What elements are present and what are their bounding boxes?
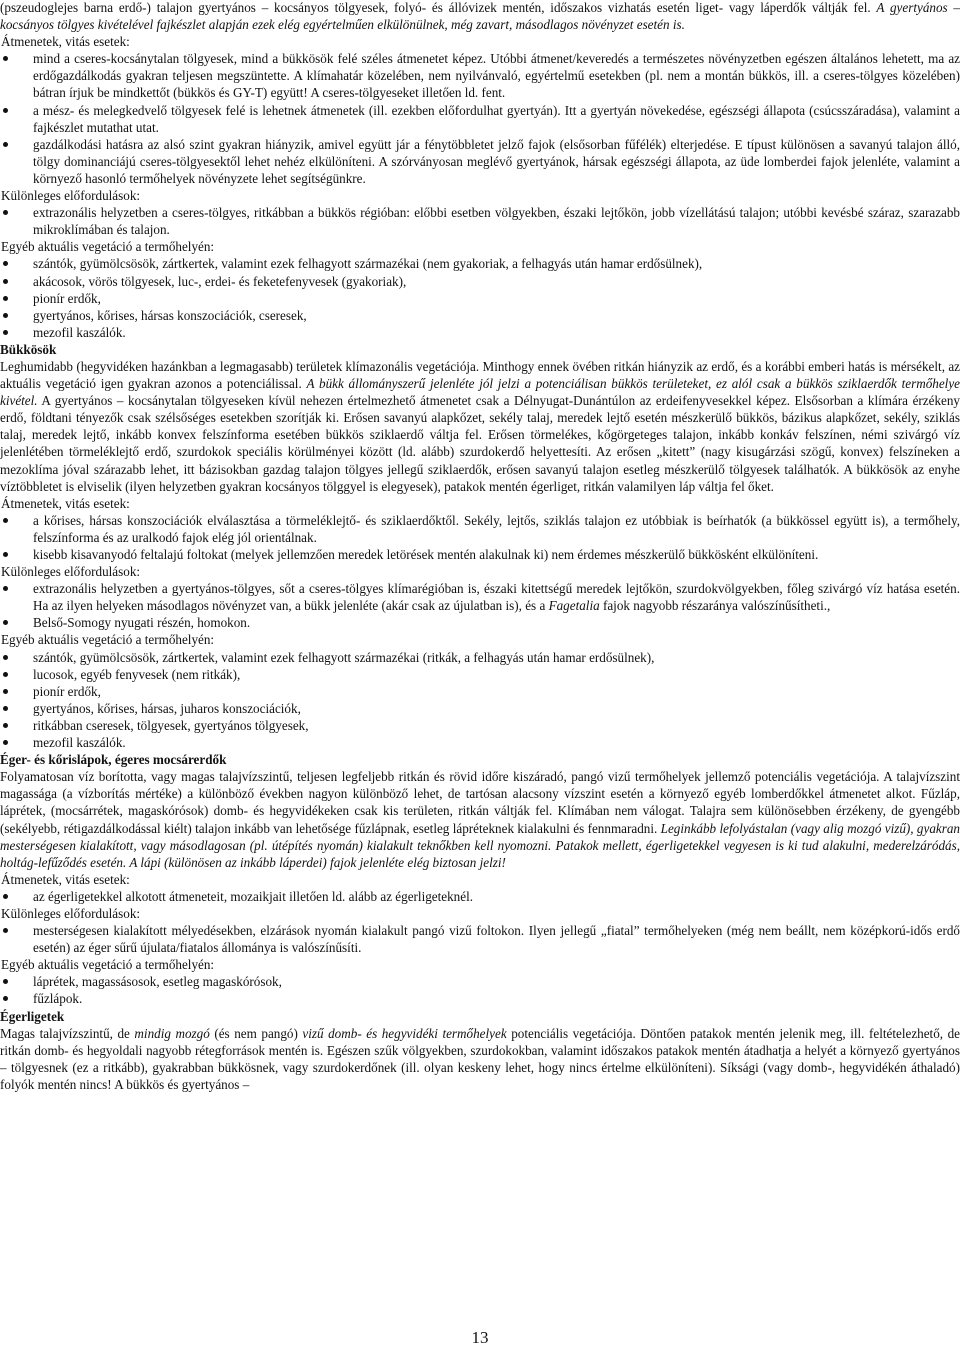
text-run: fűzlápok. xyxy=(33,991,83,1007)
list-item xyxy=(0,324,960,341)
paragraph-eger xyxy=(0,768,960,871)
bullet-icon xyxy=(3,279,8,284)
text-run: mezofil kaszálók. xyxy=(33,324,126,340)
text-run: pionír erdők, xyxy=(33,290,101,306)
text-run: mind a cseres-kocsánytalan tölgyesek, mind a bükkösök felé széles átmenetet képez. Utóbbi átmenet/keveredés a természetes növényzetben egészen általános lehetett, ma az erdőgazdálkodás gyakran teljesen megszüntette. A klímahatár közelében, nem nyilvánvaló, egyértelmű esetekben (pl. nem a montán bükkös, ill. a cseres-tölgyes közelében) bátran írjuk be mindkettőt (bükkös és GY-T) együtt! A cseres-tölgyeseket illetően ld. fent. xyxy=(33,51,960,101)
list-item xyxy=(0,717,960,734)
bullet-icon xyxy=(3,894,8,899)
text-run: Átmenetek, vitás esetek: xyxy=(1,871,130,887)
text-run: (és nem pangó) xyxy=(209,1025,303,1041)
text-run: akácosok, vörös tölgyesek, luc-, erdei- és feketefenyvesek (gyakoriak), xyxy=(33,273,407,289)
text-run: extrazonális helyzetben a gyertyános-tölgyes, sőt a cseres-tölgyes klímarégióban is, északi kitettségű meredek lejtőkön, szurdokvölgyekben, főleg szivárgó víz hatása esetén. Ha az ilyen helyeken másodlagos növényzet van, a bükk jelenléte (akár csak az újulatban is), és a xyxy=(33,581,960,614)
label-egyeb-2 xyxy=(0,631,960,648)
bullet-icon xyxy=(3,330,8,335)
bullet-icon xyxy=(3,586,8,591)
list-kulonleges-1 xyxy=(0,204,960,238)
text-run: Belső-Somogy nyugati részén, homokon. xyxy=(33,615,251,631)
text-run: a mész- és melegkedvelő tölgyesek felé is lehetnek átmenetek (ill. ezekben előfordulhat gyertyán). Itt a gyertyán növekedése, egészségi állapota (csúcsszáradása), valamint a fajkészlet mutathat utat. xyxy=(33,102,960,135)
bullet-icon xyxy=(3,620,8,625)
heading-egerligetek xyxy=(0,1008,960,1025)
text-run: gazdálkodási hatásra az alsó szint gyakran hiányzik, amivel együtt jár a fénytöbbletet jelző fajok (elsősorban fűfélék) elterjedése. E típust különösen a savanyú talajon álló, tölgy dominanciájú cseres-tölgyesektől lehet nehéz elkülöníteni. A szórványosan meglévő gyertyánok, hársak egészségi állapota, az üde lomberdei fajok jelenléte, valamint a környező hasonló termőhelyek növényzete lehet segítségünkre. xyxy=(33,136,960,186)
text-run: a kőrises, hársas konszociációk elválasztása a törmeléklejtő- és sziklaerdőktől. Sekély, lejtős, sziklás talajon ez utóbbiak is beírhatók (a bükkössel együtt is), a termőhely, felszínforma és az uralkodó fajok elég jól orientálnak. xyxy=(33,512,960,545)
text-run: potenciális vegetációja. Döntően patakok mentén jelenik meg, ill. feltételezhető, de ritkán domb- és hegyoldali nagyobb rétegforrások mentén is. Egészen szűk völgyekben, szurdokokban, valamint időszakos patakok mentén átadhatja a helyét a környező gyertyános – tölgyesnek (ez a ritkább), gyakrabban bükkösnek, vagy szurdokerdőnek (ill. olyan keskeny lehet, hogy nincs értelme elkülöníteni). Síksági (vagy domb-, hegyvidékén áthaladó) folyók mentén nincs! A bükkös és gyertyános – xyxy=(0,1025,960,1092)
italic-text-run: mindig mozgó xyxy=(134,1025,210,1041)
list-item xyxy=(0,255,960,272)
list-item xyxy=(0,922,960,956)
bullet-icon xyxy=(3,672,8,677)
list-item xyxy=(0,546,960,563)
text-run: Egyéb aktuális vegetáció a termőhelyén: xyxy=(1,957,215,973)
bullet-icon xyxy=(3,689,8,694)
text-run: fajok nagyobb részaránya valószínűsítheti., xyxy=(599,598,831,614)
list-item xyxy=(0,683,960,700)
bullet-icon xyxy=(3,928,8,933)
paragraph-egerligetek xyxy=(0,1025,960,1093)
italic-text-run: vizű domb- és hegyvidéki termőhelyek xyxy=(302,1025,507,1041)
list-item xyxy=(0,990,960,1007)
text-run: Éger- és kőrisláp​ok, égeres mocsárerdők xyxy=(0,752,227,768)
text-run: A gyertyános – kocsánytalan tölgyeseken kívül nehezen értelmezhető átmenetet csak a Délnyugat-Dunántúlon az erdeifenyvesekkel képez. Elsősorban a klímára érzékeny erdő, földtani tényezők csak szélsőséges esetekben szorítják ki. Erősen savanyú alapkőzet, sekély talaj, meredek lejtő esetén mészkerülő bükkös, bázikus alapkőzet, sekély, sziklás talaj, meredek lejtő, inkább konvex felszínforma esetében bükkös sziklaerdő váltja fel. Erősen törmelékes, kőgörgeteges talajon, inkább konkáv felszínen, némi szivárgó víz jelenlétében törmeléklejtő erdő, szurdokok speciális körülményei között (ld. alább) szurdokerdő helyettesíti. Az erősen „kitett” (nagy kisugárzási szögű, konvex) felszíneken a mezoklíma jóval szárazabb lehet, itt bázisokban gazdag talajon tölgyes jellegű sziklaerdők, erősen savanyú talajon esetleg mészkerülő tölgyesek találhatók. A bükkösök az enyhe víztöbbletet is elviselik (ilyen helyzetben gyakran kocsányos tölggyel is elegyesek), patakok mentén égerliget, ritkán valamilyen láp váltja fel őket. xyxy=(0,393,960,494)
text-run: ritkábban cseresek, tölgyesek, gyertyános tölgyesek, xyxy=(33,717,309,733)
list-item xyxy=(0,734,960,751)
bullet-icon xyxy=(3,979,8,984)
list-item xyxy=(0,136,960,187)
text-run: extrazonális helyzetben a cseres-tölgyes, ritkábban a bükkös régióban: előbbi esetben völgyekben, északi lejtőkön, jobb vízellátású talajon; utóbbi kevésbé száraz, szarazabb mikroklímában és talajon. xyxy=(33,205,960,238)
list-item xyxy=(0,614,960,631)
bullet-icon xyxy=(3,313,8,318)
label-egyeb xyxy=(0,238,960,255)
intro-paragraph xyxy=(0,0,960,33)
list-item xyxy=(0,50,960,101)
page-number: 13 xyxy=(471,1328,489,1347)
text-run: kisebb kisavanyodó feltalajú foltokat (melyek jellemzően meredek letörések mentén alakulnak ki) nem érdemes mészkerülő bükkösként elkülöníteni. xyxy=(33,547,819,562)
text-run: mesterségesen kialakított mélyedésekben, elzárások nyomán kialakult pangó vizű foltokon. Ilyen jellegű „fiatal” termőhelyeken (még nem beállt, nem középkorú-idős erdő esetén) az éger sűrű újulata/fiatalos állománya is valószínűsíti. xyxy=(33,923,960,956)
list-egyeb-1 xyxy=(0,255,960,340)
text-run: pionír erdők, xyxy=(33,683,101,699)
text-run: Különleges előfordulások: xyxy=(1,564,141,580)
list-kulonleges-2 xyxy=(0,580,960,631)
bullet-icon xyxy=(3,518,8,523)
bullet-icon xyxy=(3,108,8,113)
label-atmenetek xyxy=(0,33,960,50)
label-atmenetek-3 xyxy=(0,871,960,888)
label-atmenetek-2 xyxy=(0,495,960,512)
label-egyeb-3 xyxy=(0,956,960,973)
list-egyeb-2 xyxy=(0,649,960,752)
list-item xyxy=(0,666,960,683)
text-run: gyertyános, kőrises, hársas, juharos konszociációk, xyxy=(33,700,301,716)
text-run: Folyamatosan víz borította, vagy magas talajvízszintű, teljesen legfeljebb ritkán és rövid időre kiszáradó, pangó vizű termőhelyek jellemző potenciális vegetációja. A talajvízszint magassága (a vízborítás mértéke) a különböző években nagyon különböző lehet, de tartósan alacsony vízszint esetén a környező egyéb lomberdőkkel átmenetet alkot. Fűzláp, láprétek, (mocsárrétek, magaskórósok) domb- és hegyvidékeken csak kis területen, ritkán váltják fel. Klímában nem válogat. Talajra sem különösebben érzékeny, de gyengébb (sekélyebb, rétigazdálkodással kiélt) talajon inkább van lehetősége fűzlápnak, esetleg lápréteknek kialakulni és fennmaradni. xyxy=(0,769,960,836)
list-item xyxy=(0,307,960,324)
label-kulonleges xyxy=(0,187,960,204)
list-kulonleges-3 xyxy=(0,922,960,956)
list-item xyxy=(0,973,960,990)
text-run: lucosok, egyéb fenyvesek (nem ritkák), xyxy=(33,666,241,682)
label-kulonleges-3 xyxy=(0,905,960,922)
bullet-icon xyxy=(3,56,8,61)
heading-eger xyxy=(0,751,960,768)
text-run: Egyéb aktuális vegetáció a termőhelyén: xyxy=(1,632,215,648)
list-atmenetek-1 xyxy=(0,50,960,187)
list-atmenetek-2 xyxy=(0,512,960,563)
bullet-icon xyxy=(3,996,8,1001)
text-run: láprétek, magassásosok, esetleg magaskórósok, xyxy=(33,974,282,990)
label-kulonleges-2 xyxy=(0,563,960,580)
italic-text-run: A bükk állományszerű jelenléte jól jelzi a potenciálisan bükkös területeket, ez alól csak a bükkös sziklaerdők termőhelye kivétel. xyxy=(0,376,960,409)
italic-text-run: A gyertyános – kocsányos tölgyes kivételével fajkészlet alapján ezek elég egyértelműen elkülönülnek, még zavart, másodlagos növényzet esetén is. xyxy=(0,0,960,33)
bullet-icon xyxy=(3,552,8,557)
text-run: Átmenetek, vitás esetek: xyxy=(1,495,130,511)
text-run: Bükkösök xyxy=(0,341,57,357)
bullet-icon xyxy=(3,706,8,711)
text-run: mezofil kaszálók. xyxy=(33,735,126,751)
list-egyeb-3 xyxy=(0,973,960,1007)
bullet-icon xyxy=(3,740,8,745)
bullet-icon xyxy=(3,655,8,660)
text-run: az égerligetekkel alkotott átmeneteit, mozaikjait illetően ld. alább az égerligeteknél. xyxy=(33,888,474,904)
list-item xyxy=(0,273,960,290)
list-item xyxy=(0,888,960,905)
bullet-icon xyxy=(3,210,8,215)
list-item xyxy=(0,204,960,238)
text-run: Különleges előfordulások: xyxy=(1,188,141,204)
italic-text-run: Leginkább lefolyástalan (vagy alig mozgó vizű), gyakran mesterségesen kialakított, vagy másodlagosan (pl. útépítés nyomán) kialakult teknőkben kell nyomozni. Patakok mellett, égerligetekkel vegyesen is ki tud alakulni, mederelzáródás, holtág-lefűződés esetén. A lápi (különösen az inkább láperdei) fajok jelenléte elég biztosan jelzi! xyxy=(0,820,960,870)
list-item xyxy=(0,649,960,666)
bullet-icon xyxy=(3,261,8,266)
text-run: Leghumidabb (hegyvidéken hazánkban a legmagasabb) területek klímazonális vegetációja. Minthogy ennek övében ritkán hiányzik az erdő, és a korábbi emberi hatás is mérsékelt, az aktuális vegetáció igen gyakran azonos a potenciálissal. xyxy=(0,358,960,392)
bullet-icon xyxy=(3,142,8,147)
paragraph-bukkosok xyxy=(0,358,960,495)
list-atmenetek-3 xyxy=(0,888,960,905)
text-run: szántók, gyümölcsösök, zártkertek, valamint ezek felhagyott származékai (nem gyakoriak, a felhagyás után hamar erdősülnek), xyxy=(33,256,703,272)
text-run: Égerligetek xyxy=(0,1008,65,1024)
text-run: Magas talajvízszintű, de xyxy=(0,1025,135,1041)
text-run: Egyéb aktuális vegetáció a termőhelyén: xyxy=(1,239,215,255)
list-item xyxy=(0,700,960,717)
text-run: (pszeudoglejes barna erdő-) talajon gyertyános – kocsányos tölgyesek, folyó- és állóvizek mentén, időszakos vizhatás esetén liget- vagy láperdők váltják fel. xyxy=(0,0,877,15)
text-run: Különleges előfordulások: xyxy=(1,905,141,921)
text-run: szántók, gyümölcsösök, zártkertek, valamint ezek felhagyott származékai (ritkák, a felhagyás után hamar erdősülnek), xyxy=(33,649,655,665)
list-item xyxy=(0,512,960,546)
list-item xyxy=(0,102,960,136)
bullet-icon xyxy=(3,723,8,728)
text-run: Átmenetek, vitás esetek: xyxy=(1,34,130,50)
heading-bukkosok xyxy=(0,341,960,358)
list-item xyxy=(0,290,960,307)
italic-text-run: Fagetalia xyxy=(548,598,600,614)
bullet-icon xyxy=(3,296,8,301)
list-item xyxy=(0,580,960,614)
text-run: gyertyános, kőrises, hársas konszociációk, cseresek, xyxy=(33,307,307,323)
